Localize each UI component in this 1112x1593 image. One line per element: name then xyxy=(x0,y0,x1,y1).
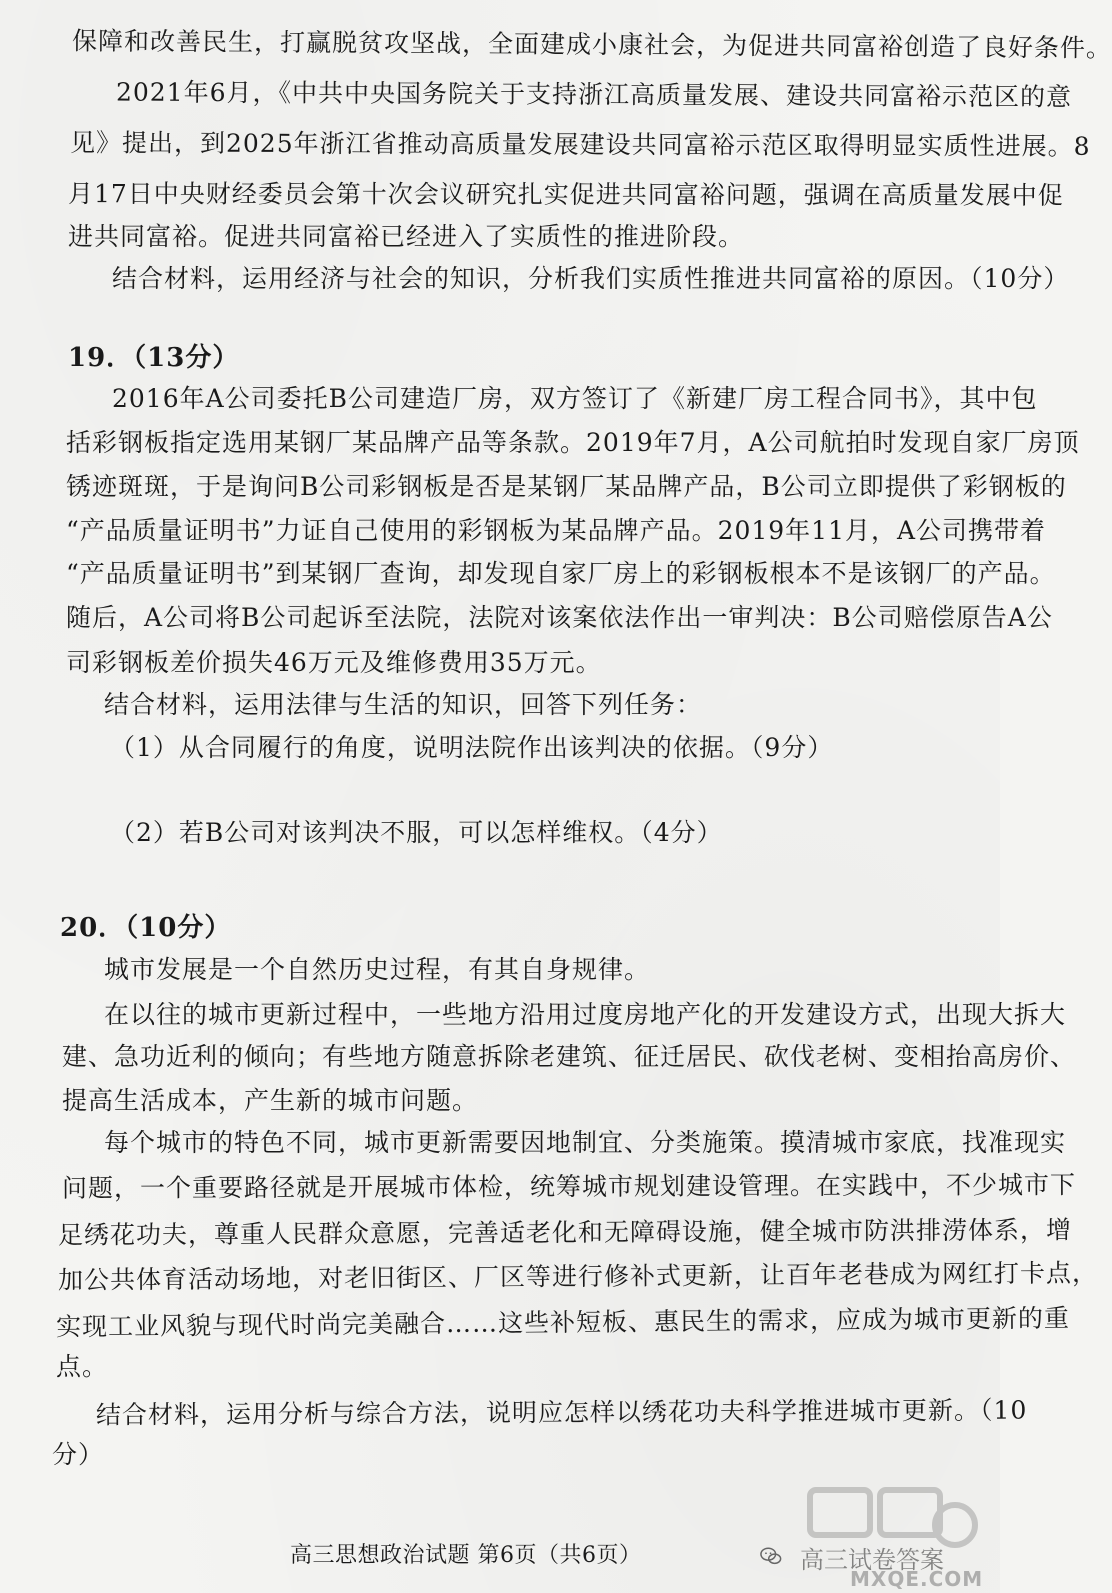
watermark-account: 高三试卷答案 xyxy=(800,1546,944,1574)
q20-prompt-cont: 分） xyxy=(52,1440,105,1469)
q20-line: 实现工业风貌与现代时尚完美融合……这些补短板、惠民生的需求，应成为城市更新的重 xyxy=(55,1303,1071,1342)
q19-line: 2016年A公司委托B公司建造厂房，双方签订了《新建厂房工程合同书》，其中包 xyxy=(112,384,1038,413)
q20-line: 在以往的城市更新过程中，一些地方沿用过度房地产化的开发建设方式，出现大拆大 xyxy=(104,1000,1067,1029)
q18-line: 月17日中央财经委员会第十次会议研究扎实促进共同富裕问题，强调在高质量发展中促 xyxy=(67,179,1064,210)
q18-line: 保障和改善民生，打赢脱贫攻坚战，全面建成小康社会，为促进共同富裕创造了良好条件。 xyxy=(71,26,1112,63)
page-footer: 高三思想政治试题 第6页（共6页） xyxy=(290,1543,642,1568)
q18-line: 2021年6月，《中共中央国务院关于支持浙江高质量发展、建设共同富裕示范区的意 xyxy=(115,77,1073,112)
q20-line: 城市发展是一个自然历史过程，有其自身规律。 xyxy=(104,955,651,984)
q18-prompt: 结合材料，运用经济与社会的知识，分析我们实质性推进共同富裕的原因。（10分） xyxy=(112,264,1070,293)
q20-line: 每个城市的特色不同，城市更新需要因地制宜、分类施策。摸清城市家底，找准现实 xyxy=(104,1128,1067,1157)
q19-line: 随后，A公司将B公司起诉至法院，法院对该案依法作出一审判决：B公司赔偿原告A公 xyxy=(66,603,1053,632)
q19-line: 锈迹斑斑，于是询问B公司彩钢板是否是某钢厂某品牌产品，B公司立即提供了彩钢板的 xyxy=(66,472,1067,501)
q20-line: 问题，一个重要路径就是开展城市体检，统筹城市规划建设管理。在实践中，不少城市下 xyxy=(61,1170,1077,1203)
q20-heading: 20．（10分） xyxy=(60,913,232,943)
q19-line: 司彩钢板差价损失46万元及维修费用35万元。 xyxy=(66,648,602,677)
q20-line: 提高生活成本，产生新的城市问题。 xyxy=(62,1086,479,1115)
q20-line: 加公共体育活动场地，对老旧街区、厂区等进行修补式更新，让百年老巷成为网红打卡点， xyxy=(57,1258,1099,1295)
q19-line: “产品质量证明书”力证自己使用的彩钢板为某品牌产品。2019年11月，A公司携带着 xyxy=(66,516,1047,545)
q19-task-2: （2）若B公司对该判决不服，可以怎样维权。（4分） xyxy=(110,818,723,847)
wechat-icon xyxy=(760,1545,782,1567)
q19-line: “产品质量证明书”到某钢厂查询，却发现自家厂房上的彩钢板根本不是该钢厂的产品。 xyxy=(66,559,1056,588)
q20-line: 足绣花功夫，尊重人民群众意愿，完善适老化和无障碍设施，健全城市防洪排涝体系，增 xyxy=(57,1215,1073,1250)
q19-task-1: （1）从合同履行的角度，说明法院作出该判决的依据。（9分） xyxy=(110,733,834,762)
q20-line: 建、急功近利的倾向；有些地方随意拆除老建筑、征迁居民、砍伐老树、变相抬高房价、 xyxy=(62,1042,1077,1071)
watermark-domain: MXQE.COM xyxy=(850,1567,984,1591)
q19-heading: 19．（13分） xyxy=(68,343,240,373)
q20-line: 点。 xyxy=(56,1352,109,1381)
q19-line: 括彩钢板指定选用某钢厂某品牌产品等条款。2019年7月，A公司航拍时发现自家厂房顶 xyxy=(66,428,1080,457)
q18-line: 进共同富裕。促进共同富裕已经进入了实质性的推进阶段。 xyxy=(68,222,745,251)
q19-prompt: 结合材料，运用法律与生活的知识，回答下列任务： xyxy=(104,690,703,719)
q18-line: 见》提出，到2025年浙江省推动高质量发展建设共同富裕示范区取得明显实质性进展。8 xyxy=(69,128,1091,161)
q20-prompt: 结合材料，运用分析与综合方法，说明应怎样以绣花功夫科学推进城市更新。（10 xyxy=(95,1395,1028,1430)
